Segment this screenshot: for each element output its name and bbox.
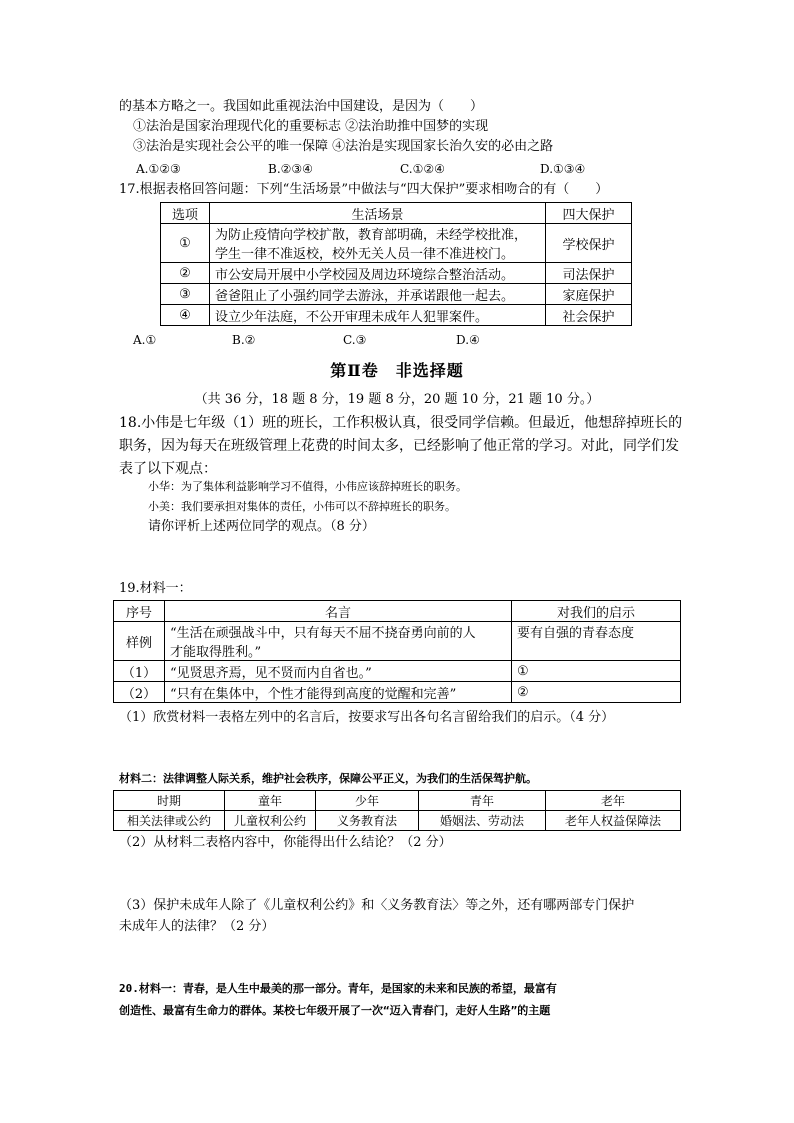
protection-cell: 家庭保护 [546, 284, 632, 305]
table-row [114, 661, 681, 682]
table-row [114, 682, 681, 703]
q16-option-a: A.①②③ [136, 162, 181, 176]
table-cell: 婚姻法、劳动法 [419, 811, 546, 831]
scene-line: 学生一律不准返校，校外无关人员一律不准进校门。 [215, 247, 515, 262]
q19-material2-table [113, 790, 681, 831]
protection-cell: 学校保护 [546, 224, 632, 263]
table-header: 名言 [165, 601, 512, 622]
quote-cell: “见贤思齐焉，见不贤而内自省也。” [165, 661, 512, 682]
row-number: ④ [161, 305, 210, 326]
table-row [161, 263, 632, 284]
protection-cell: 社会保护 [546, 305, 632, 326]
q20-line2: 创造性、最富有生命力的群体。某校七年级开展了一次“迈入青春门，走好人生路”的主题 [119, 1004, 551, 1017]
table-header-row [114, 791, 681, 811]
quote-line: 才能取得胜利。” [170, 645, 262, 660]
table-header-row [114, 601, 681, 622]
row-number: ③ [161, 284, 210, 305]
section-subtitle: （共 36 分，18 题 8 分，19 题 8 分，20 题 10 分，21 题 10 分。） [194, 392, 600, 407]
table-header: 生活场景 [210, 203, 546, 224]
q19-ask1: （1）欣赏材料一表格左列中的名言后，按要求写出各句名言留给我们的启示。（4 分） [119, 710, 615, 725]
row-number: 样例 [114, 622, 165, 661]
q18-line3: 表了以下观点： [119, 461, 217, 477]
q19-ask3-line1: （3）保护未成年人除了《儿童权利公约》和〈义务教育法〉等之外，还有哪两部专门保护 [119, 898, 635, 913]
table-header-row [161, 203, 632, 224]
q16-line2: ①法治是国家治理现代化的重要标志 ②法治助推中国梦的实现 [133, 119, 489, 134]
q17-option-a: A.① [133, 333, 157, 347]
insight-cell: 要有自强的青春态度 [512, 622, 681, 661]
q18-line1: 18.小伟是七年级（1）班的班长，工作积极认真，很受同学信赖。但最近，他想辞掉班长的 [119, 415, 683, 431]
table-cell: 相关法律或公约 [114, 811, 225, 831]
q17-table [160, 202, 632, 326]
table-row [114, 811, 681, 831]
scene-line: 为防止疫情向学校扩散，教育部明确，未经学校批准， [215, 228, 528, 243]
scene-cell [210, 224, 546, 263]
q16-line3: ③法治是实现社会公平的唯一保障 ④法治是实现国家长治久安的必由之路 [133, 139, 554, 154]
table-row [161, 224, 632, 263]
protection-cell: 司法保护 [546, 263, 632, 284]
table-header: 序号 [114, 601, 165, 622]
table-header: 四大保护 [546, 203, 632, 224]
row-number: ① [161, 224, 210, 263]
table-row [161, 305, 632, 326]
table-header: 少年 [316, 791, 419, 811]
table-row [114, 622, 681, 661]
table-cell: 老年人权益保障法 [546, 811, 681, 831]
table-header: 童年 [225, 791, 316, 811]
table-header: 对我们的启示 [512, 601, 681, 622]
row-number: （1） [114, 661, 165, 682]
scene-cell: 市公安局开展中小学校园及周边环境综合整治活动。 [210, 263, 546, 284]
q16-option-b: B.②③④ [268, 162, 313, 176]
q17-option-c: C.③ [343, 333, 367, 347]
q16-line1: 的基本方略之一。我国如此重视法治中国建设，是因为（ ） [119, 99, 484, 114]
quote-cell: “只有在集体中，个性才能得到高度的觉醒和完善” [165, 682, 512, 703]
q19-ask3-line2: 未成年人的法律？（2 分） [119, 919, 275, 934]
scene-cell: 爸爸阻止了小强约同学去游泳，并承诺跟他一起去。 [210, 284, 546, 305]
table-header: 选项 [161, 203, 210, 224]
q18-line2: 职务，因为每天在班级管理上花费的时间太多，已经影响了他正常的学习。对此，同学们发 [119, 438, 679, 454]
q16-option-c: C.①②④ [400, 162, 445, 176]
insight-cell: ② [512, 682, 681, 703]
row-number: ② [161, 263, 210, 284]
row-number: （2） [114, 682, 165, 703]
scene-cell: 设立少年法庭，不公开审理未成年人犯罪案件。 [210, 305, 546, 326]
q16-option-d: D.①③④ [540, 162, 586, 176]
q17-option-d: D.④ [456, 333, 480, 347]
quote-line: “生活在顽强战斗中，只有每天不屈不挠奋勇向前的人 [170, 626, 476, 641]
table-header: 青年 [419, 791, 546, 811]
q17-stem: 17.根据表格回答问题：下列“生活场景”中做法与“四大保护”要求相吻合的有（ ） [119, 182, 609, 197]
q17-option-b: B.② [232, 333, 256, 347]
insight-cell: ① [512, 661, 681, 682]
q19-label: 19.材料一： [119, 581, 192, 596]
q19-material2: 材料二：法律调整人际关系，维护社会秩序，保障公平正义，为我们的生活保驾护航。 [119, 772, 537, 785]
q19-ask2: （2）从材料二表格内容中，你能得出什么结论？（2 分） [119, 835, 452, 850]
table-cell: 义务教育法 [316, 811, 419, 831]
q19-table [113, 600, 681, 703]
table-header: 时期 [114, 791, 225, 811]
q20-line1: 20.材料一：青春，是人生中最美的那一部分。青年，是国家的未来和民族的希望，最富有 [119, 982, 557, 995]
q18-view-xiaohua: 小华：为了集体利益影响学习不值得，小伟应该辞掉班长的职务。 [148, 480, 467, 493]
quote-cell [165, 622, 512, 661]
table-row [161, 284, 632, 305]
table-cell: 儿童权利公约 [225, 811, 316, 831]
q18-view-xiaomei: 小美：我们要承担对集体的责任，小伟可以不辞掉班长的职务。 [148, 500, 456, 513]
q18-ask: 请你评析上述两位同学的观点。（8 分） [148, 519, 375, 534]
table-header: 老年 [546, 791, 681, 811]
section-title: 第Ⅱ卷 非选择题 [330, 361, 464, 380]
